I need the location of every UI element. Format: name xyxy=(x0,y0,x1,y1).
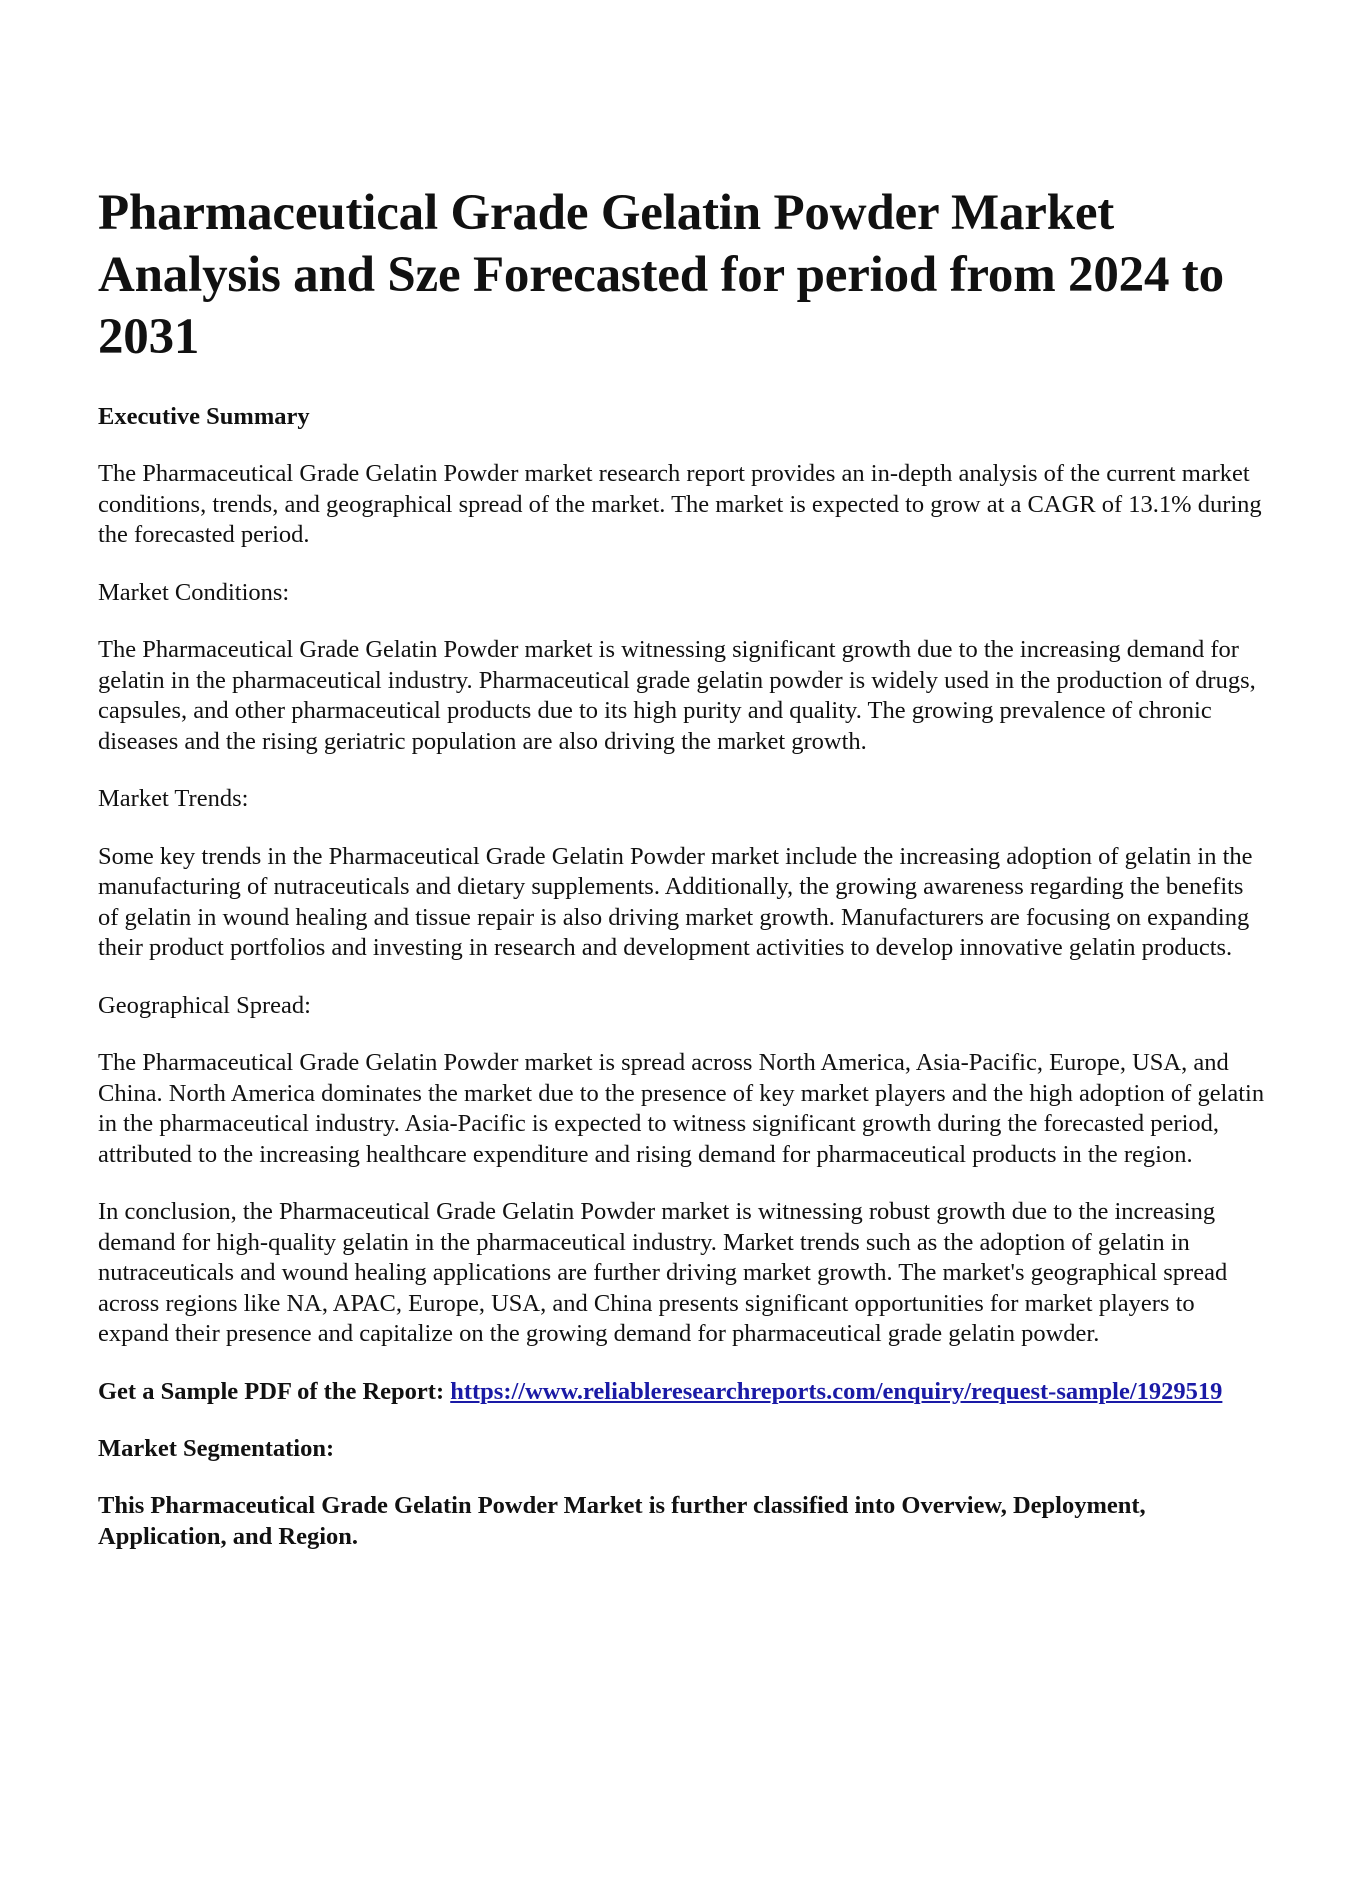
segmentation-description: This Pharmaceutical Grade Gelatin Powder Market is further classified into Overview, Deployment, Application, and Region. xyxy=(98,1492,1146,1550)
market-conditions-paragraph: The Pharmaceutical Grade Gelatin Powder market is witnessing significant growth due to the increasing demand for gelatin in the pharmaceutical industry. Pharmaceutical grade gelatin powder is widely used in the production of drugs, capsules, and other pharmaceutical products due to its high purity and quality. The growing prevalence of chronic diseases and the rising geriatric population are also driving the market growth. xyxy=(98,636,1256,755)
market-trends-paragraph: Some key trends in the Pharmaceutical Grade Gelatin Powder market include the increasing adoption of gelatin in the manufacturing of nutraceuticals and dietary supplements. Additionally, the growing awareness regarding the benefits of gelatin in wound healing and tissue repair is also driving market growth. Manufacturers are focusing on expanding their product portfolios and investing in research and development activities to develop innovative gelatin products. xyxy=(98,842,1253,961)
market-conditions-label: Market Conditions: xyxy=(98,578,290,606)
geographical-spread-paragraph: The Pharmaceutical Grade Gelatin Powder market is spread across North America, Asia-Pacific, Europe, USA, and China. North America dominates the market due to the presence of key market players and the high adoption of gelatin in the pharmaceutical industry. Asia-Pacific is expected to witness significant growth during the forecasted period, attributed to the increasing healthcare expenditure and rising demand for pharmaceutical products in the region. xyxy=(98,1049,1265,1168)
document-title: Pharmaceutical Grade Gelatin Powder Market Analysis and Sze Forecasted for period from 2024 to 2031 xyxy=(98,185,1224,365)
market-segmentation-heading: Market Segmentation: xyxy=(98,1435,335,1462)
geographical-spread-label: Geographical Spread: xyxy=(98,991,311,1019)
executive-summary-heading: Executive Summary xyxy=(98,403,310,430)
sample-pdf-label: Get a Sample PDF of the Report: xyxy=(98,1377,445,1405)
conclusion-paragraph: In conclusion, the Pharmaceutical Grade Gelatin Powder market is witnessing robust growth due to the increasing demand for high-quality gelatin in the pharmaceutical industry. Market trends such as the adoption of gelatin in nutraceuticals and wound healing applications are further driving market growth. The market's geographical spread across regions like NA, APAC, Europe, USA, and China presents significant opportunities for market players to expand their presence and capitalize on the growing demand for pharmaceutical grade gelatin powder. xyxy=(98,1198,1228,1347)
intro-paragraph: The Pharmaceutical Grade Gelatin Powder market research report provides an in-depth analysis of the current market conditions, trends, and geographical spread of the market. The market is expected to grow at a CAGR of 13.1% during the forecasted period. xyxy=(98,460,1262,548)
sample-pdf-link[interactable]: https://www.reliableresearchreports.com/enquiry/request-sample/1929519 xyxy=(450,1377,1223,1405)
market-trends-label: Market Trends: xyxy=(98,785,249,812)
document-page xyxy=(98,182,1268,1552)
sample-pdf-line xyxy=(98,1377,1268,1408)
